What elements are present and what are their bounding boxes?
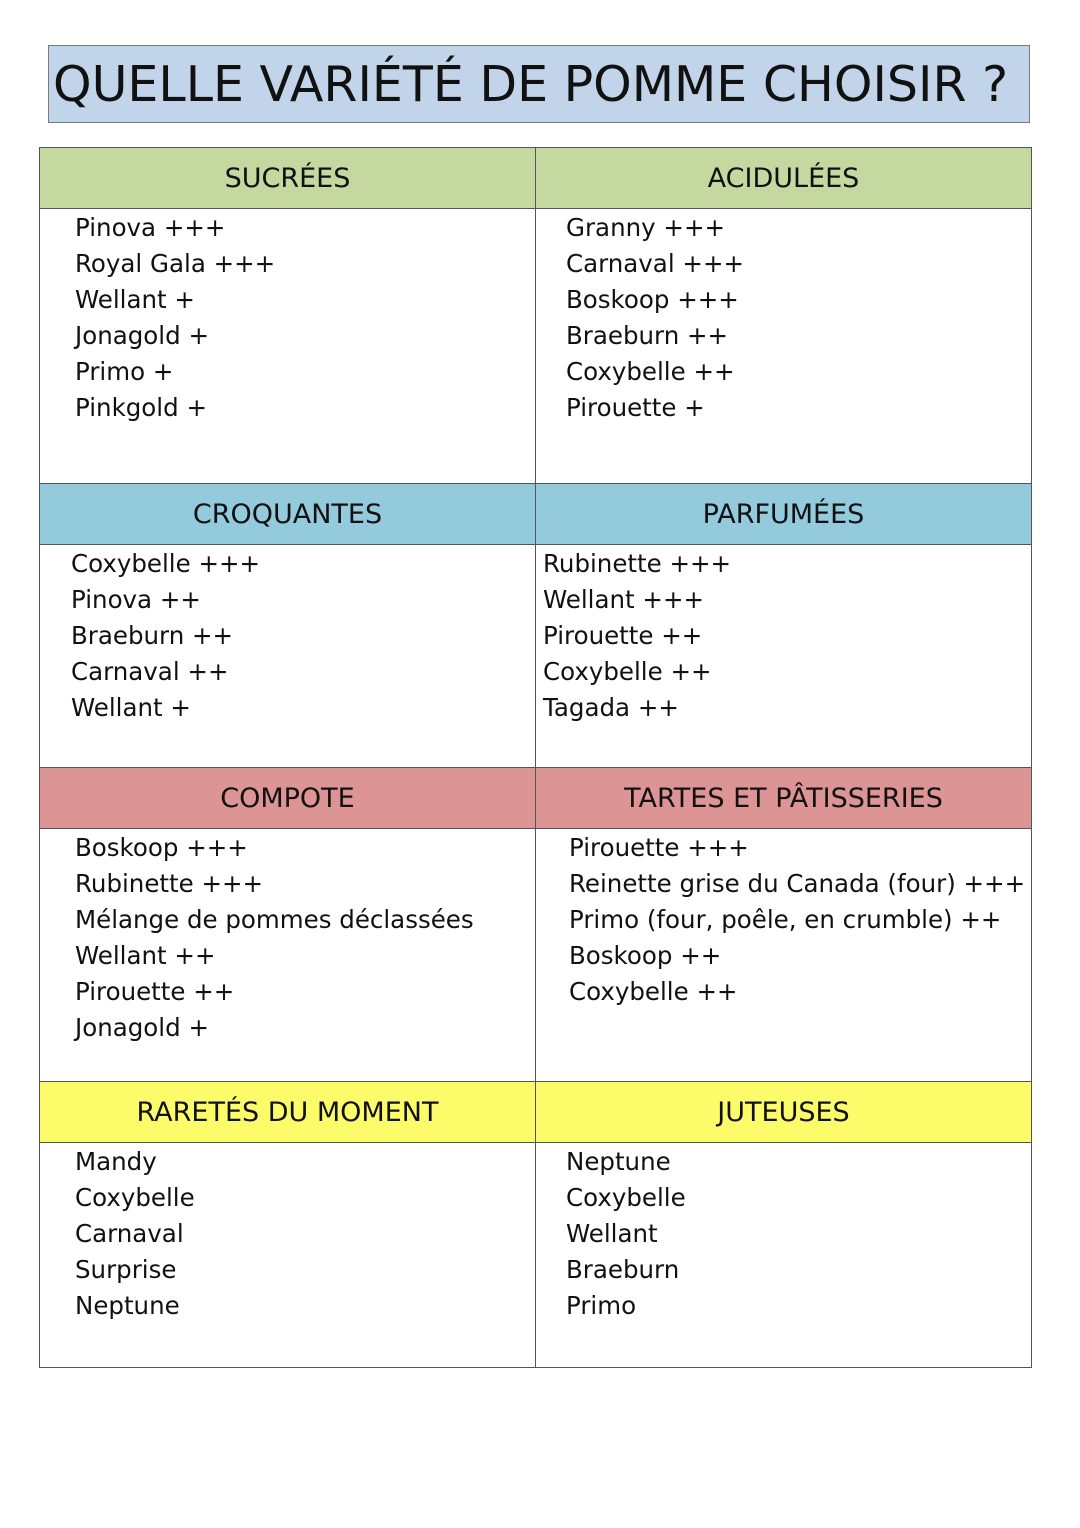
- section-body-juteuses: [536, 1143, 1032, 1368]
- content-row: [40, 829, 1032, 1082]
- content-row: [40, 1143, 1032, 1368]
- variety-item: Pirouette ++: [543, 621, 703, 650]
- variety-item: Rubinette +++: [543, 549, 732, 578]
- section-body-sucrees: [40, 209, 536, 484]
- section-header-raretes: RARETÉS DU MOMENT: [40, 1082, 536, 1143]
- variety-item: Rubinette +++: [75, 869, 264, 898]
- variety-item: Wellant +++: [543, 585, 704, 614]
- variety-item: Boskoop +++: [75, 833, 248, 862]
- section-header-sucrees: SUCRÉES: [40, 148, 536, 209]
- section-body-compote: [40, 829, 536, 1082]
- section-body-parfumees: [536, 545, 1032, 768]
- variety-item: Wellant ++: [75, 941, 216, 970]
- variety-item: Carnaval: [75, 1219, 184, 1248]
- variety-list: [536, 545, 1031, 726]
- content-row: [40, 209, 1032, 484]
- variety-item: Wellant: [566, 1219, 658, 1248]
- variety-item: Braeburn ++: [71, 621, 234, 650]
- variety-item: Braeburn ++: [566, 321, 729, 350]
- variety-item: Boskoop ++: [569, 941, 722, 970]
- header-row: [40, 148, 1032, 209]
- header-row: [40, 1082, 1032, 1143]
- variety-item: Pirouette +: [566, 393, 705, 422]
- section-header-compote: COMPOTE: [40, 768, 536, 829]
- variety-item: Carnaval +++: [566, 249, 744, 278]
- page-title: QUELLE VARIÉTÉ DE POMME CHOISIR ?: [53, 55, 1009, 113]
- variety-list: [40, 209, 535, 426]
- variety-item: Mélange de pommes déclassées: [75, 905, 474, 934]
- apple-variety-table: [39, 147, 1032, 1368]
- variety-item: Carnaval ++: [71, 657, 229, 686]
- variety-list: [40, 829, 535, 1046]
- variety-item: Surprise: [75, 1255, 177, 1284]
- variety-item: Primo (four, poêle, en crumble) ++: [569, 905, 1002, 934]
- variety-item: Coxybelle +++: [71, 549, 261, 578]
- variety-item: Coxybelle ++: [569, 977, 738, 1006]
- content-row: [40, 545, 1032, 768]
- variety-item: Mandy: [75, 1147, 157, 1176]
- variety-item: Coxybelle: [75, 1183, 195, 1212]
- variety-item: Primo +: [75, 357, 174, 386]
- variety-item: Jonagold +: [75, 1013, 209, 1042]
- variety-item: Pirouette ++: [75, 977, 235, 1006]
- section-header-acidulees: ACIDULÉES: [536, 148, 1032, 209]
- page-title-box: [48, 45, 1030, 123]
- variety-list: [536, 829, 1031, 1010]
- variety-item: Pinova +++: [75, 213, 226, 242]
- header-row: [40, 768, 1032, 829]
- variety-item: Neptune: [566, 1147, 671, 1176]
- variety-item: Jonagold +: [75, 321, 209, 350]
- variety-item: Wellant +: [71, 693, 191, 722]
- variety-item: Pinkgold +: [75, 393, 207, 422]
- section-header-tartes: TARTES ET PÂTISSERIES: [536, 768, 1032, 829]
- section-body-raretes: [40, 1143, 536, 1368]
- variety-item: Neptune: [75, 1291, 180, 1320]
- section-header-parfumees: PARFUMÉES: [536, 484, 1032, 545]
- variety-item: Granny +++: [566, 213, 725, 242]
- variety-item: Wellant +: [75, 285, 195, 314]
- variety-list: [40, 1143, 535, 1324]
- variety-item: Coxybelle ++: [543, 657, 712, 686]
- variety-item: Pirouette +++: [569, 833, 749, 862]
- header-row: [40, 484, 1032, 545]
- variety-item: Coxybelle: [566, 1183, 686, 1212]
- variety-item: Boskoop +++: [566, 285, 739, 314]
- variety-item: Pinova ++: [71, 585, 201, 614]
- variety-list: [536, 1143, 1031, 1324]
- variety-item: Royal Gala +++: [75, 249, 276, 278]
- variety-item: Coxybelle ++: [566, 357, 735, 386]
- variety-item: Primo: [566, 1291, 637, 1320]
- section-header-croquantes: CROQUANTES: [40, 484, 536, 545]
- variety-item: Tagada ++: [543, 693, 679, 722]
- section-body-croquantes: [40, 545, 536, 768]
- variety-item: Reinette grise du Canada (four) +++: [569, 869, 1026, 898]
- section-body-acidulees: [536, 209, 1032, 484]
- section-body-tartes: [536, 829, 1032, 1082]
- section-header-juteuses: JUTEUSES: [536, 1082, 1032, 1143]
- variety-list: [40, 545, 535, 726]
- variety-list: [536, 209, 1031, 426]
- variety-item: Braeburn: [566, 1255, 680, 1284]
